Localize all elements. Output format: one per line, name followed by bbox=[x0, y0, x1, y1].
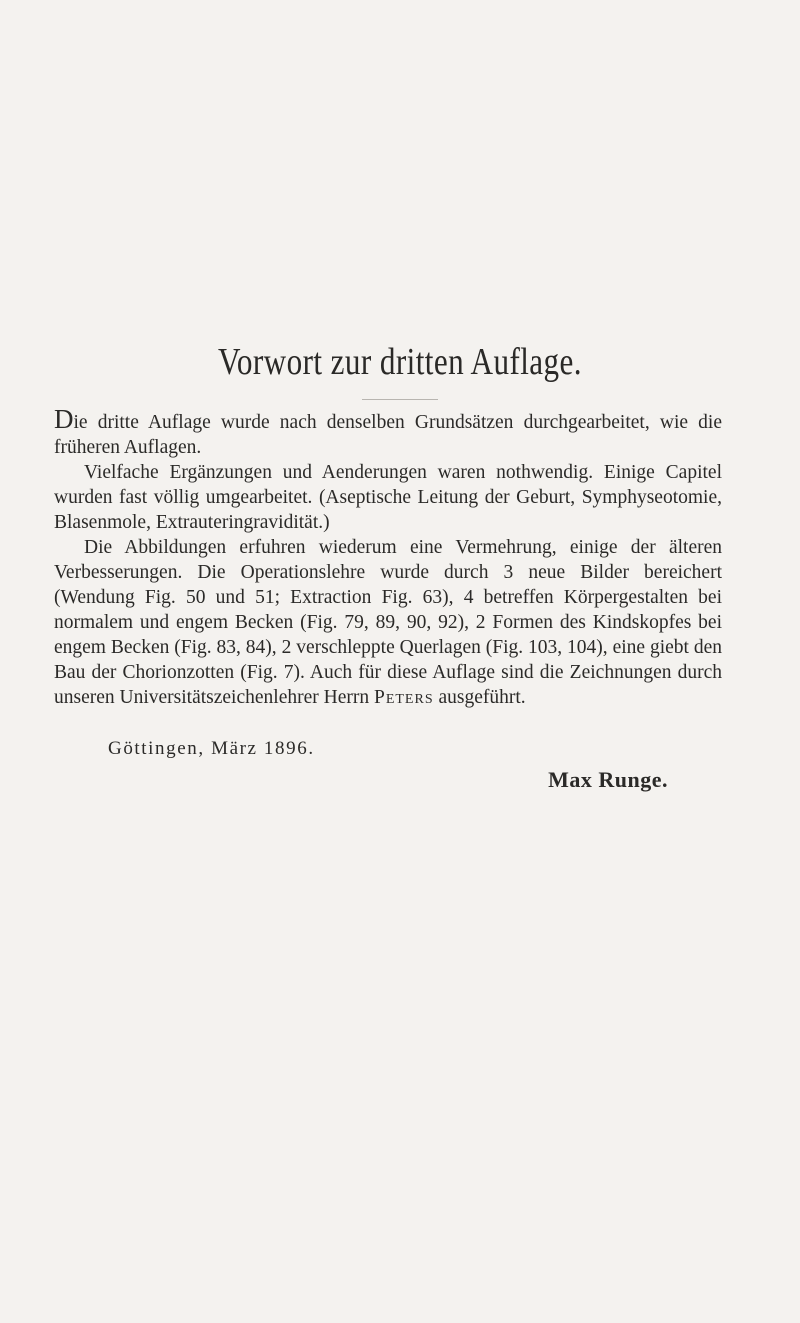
paragraph-3 bbox=[54, 535, 722, 710]
author-signature: Max Runge. bbox=[548, 767, 668, 792]
paragraph-3-end: ausgeführt. bbox=[433, 687, 526, 708]
paragraph-1 bbox=[54, 404, 722, 460]
place-date: Göttingen, März 1896. bbox=[108, 738, 315, 759]
page-title: Vorwort zur dritten Auflage. bbox=[218, 341, 582, 383]
paragraph-1-text: ie dritte Auflage wurde nach denselben Grundsätzen durchgearbeitet, wie die früheren Auflagen. bbox=[54, 412, 722, 458]
title-divider bbox=[362, 399, 438, 400]
paragraph-3-text: Die Abbildungen erfuhren wiederum eine Vermehrung, einige der älteren Verbesserungen. Die Operationslehre wurde durch 3 neue Bilder bereichert (Wendung Fig. 50 und 51; Extraction Fig. 63), 4 betreffen Körpergestalten bei normalem und engem Becken (Fig. 79, 89, 90, 92), 2 Formen des Kindskopfes bei engem Becken (Fig. 83, 84), 2 verschleppte Querlagen (Fig. 103, 104), eine giebt den Bau der Chorionzotten (Fig. 7). Auch für diese Auflage sind die Zeichnungen durch unseren Universitätszeichenlehrer Herrn bbox=[54, 537, 722, 708]
preface-body bbox=[54, 404, 722, 710]
illustrator-name: Peters bbox=[373, 687, 434, 708]
drop-cap: D bbox=[54, 404, 74, 434]
paragraph-2: Vielfache Ergänzungen und Aenderungen waren nothwendig. Einige Capitel wurden fast völlig umgearbeitet. (Aseptische Leitung der Geburt, Symphyseotomie, Blasenmole, Extrauteringravidität.) bbox=[54, 462, 722, 533]
